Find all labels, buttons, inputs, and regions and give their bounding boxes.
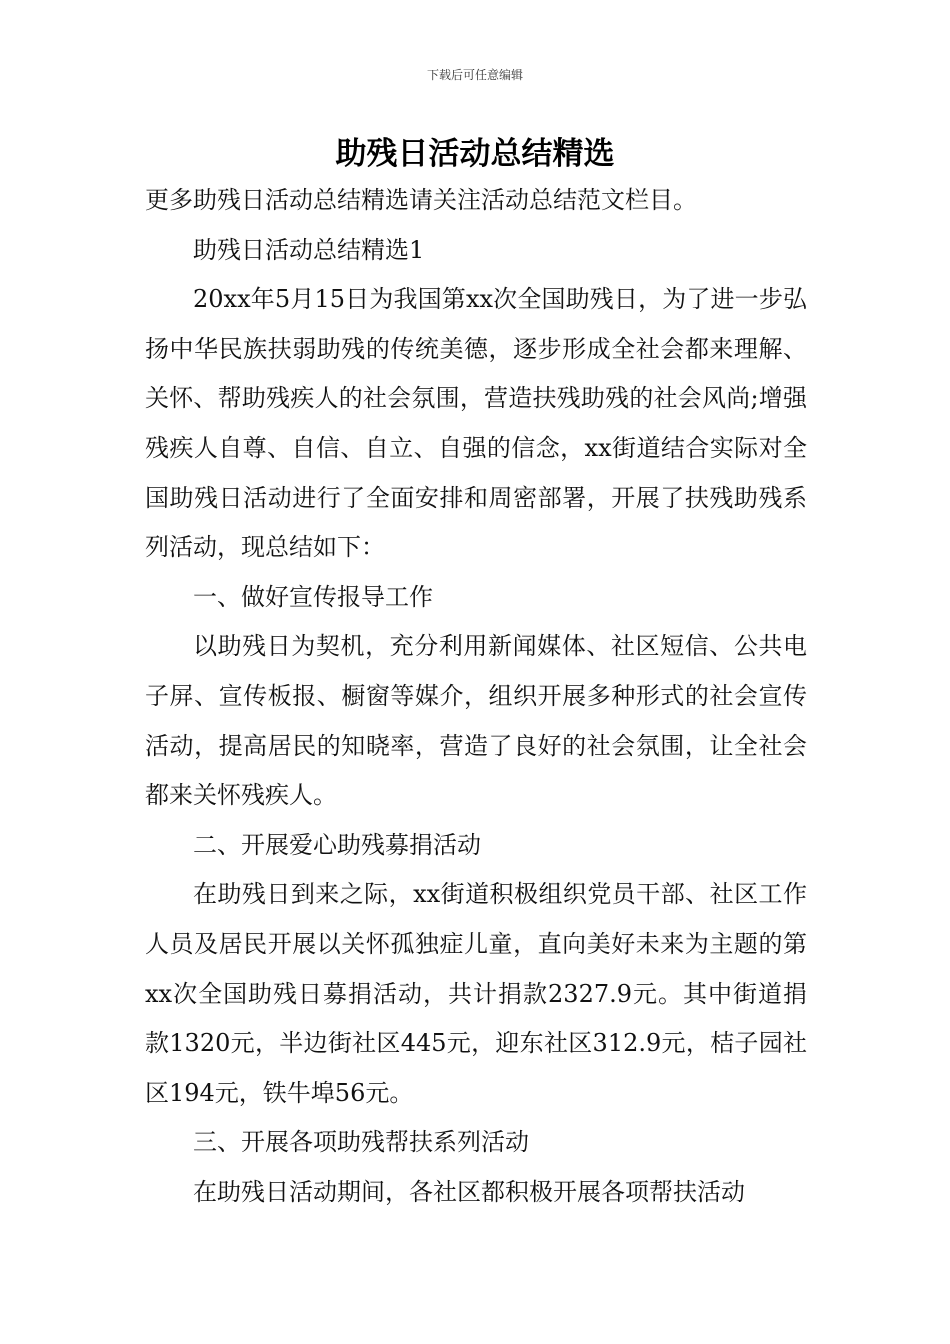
subsection-heading-1: 一、做好宣传报导工作 [193, 582, 433, 611]
subsection-heading-2: 二、开展爱心助残募捐活动 [193, 830, 481, 859]
body-paragraph: 在助残日到来之际，xx街道积极组织党员干部、社区工作人员及居民开展以关怀孤独症儿童，直向美好未来为主题的第xx次全国助残日募捐活动，共计捐款2327.9元。其中街道捐款1320元，半边街社区445元，迎东社区312.9元，桔子园社区194元，铁牛埠56元。 [145, 880, 807, 1107]
document-title: 助残日活动总结精选 [335, 136, 615, 172]
document-body [145, 176, 807, 1217]
body-paragraph: 以助残日为契机，充分利用新闻媒体、社区短信、公共电子屏、宣传板报、橱窗等媒介，组织开展多种形式的社会宣传活动，提高居民的知晓率，营造了良好的社会氛围，让全社会都来关怀残疾人。 [145, 632, 807, 810]
header-note: 下载后可任意编辑 [426, 68, 523, 82]
body-paragraph: 20xx年5月15日为我国第xx次全国助残日，为了进一步弘扬中华民族扶弱助残的传统美德，逐步形成全社会都来理解、关怀、帮助残疾人的社会氛围，营造扶残助残的社会风尚;增强残疾人自尊、自信、自立、自强的信念，xx街道结合实际对全国助残日活动进行了全面安排和周密部署，开展了扶残助残系列活动，现总结如下： [145, 285, 807, 562]
body-paragraph: 在助残日活动期间，各社区都积极开展各项帮扶活动 [193, 1177, 745, 1206]
intro-paragraph: 更多助残日活动总结精选请关注活动总结范文栏目。 [145, 186, 697, 214]
section-heading-1: 助残日活动总结精选1 [193, 235, 425, 264]
subsection-heading-3: 三、开展各项助残帮扶系列活动 [193, 1128, 529, 1157]
